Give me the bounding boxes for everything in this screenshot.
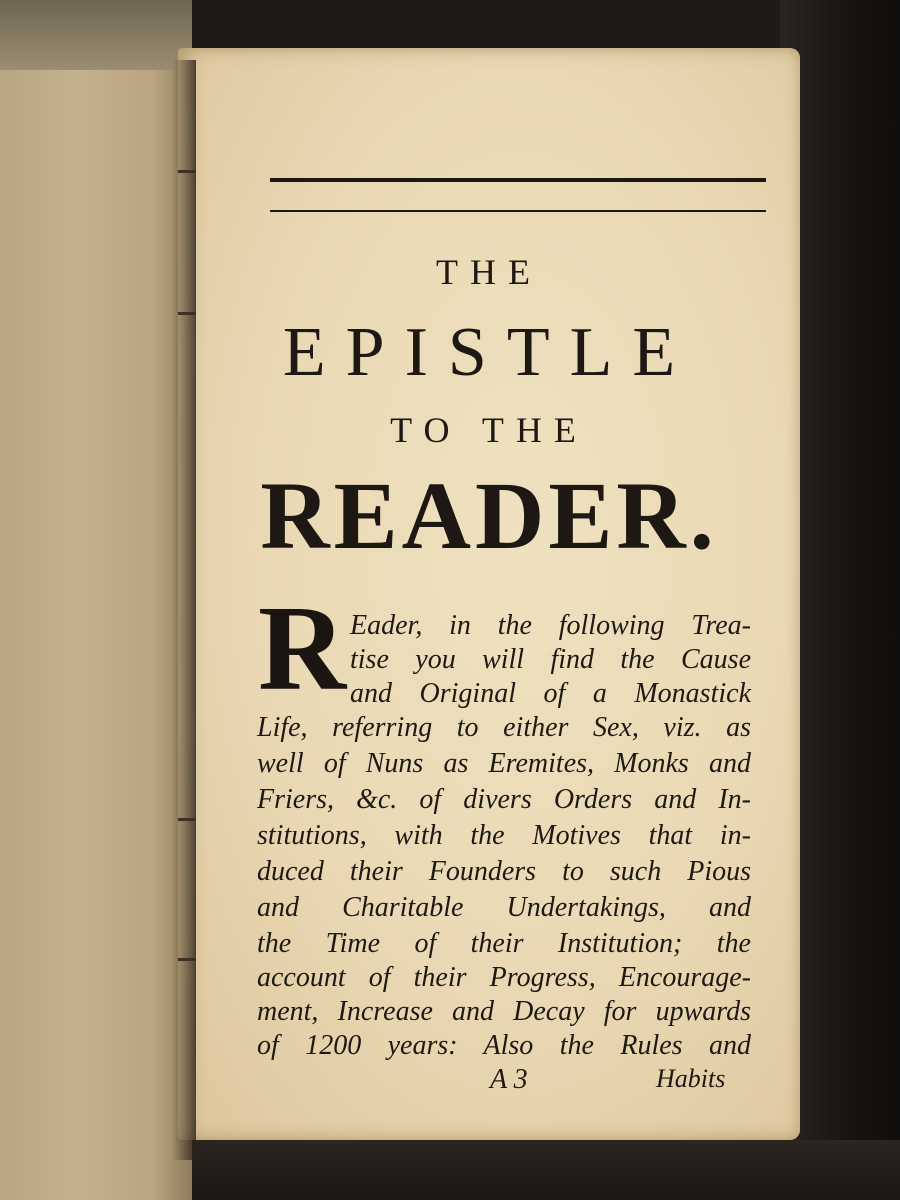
catchword: Habits (656, 1064, 726, 1093)
facing-left-page (0, 0, 192, 1200)
book-gutter (172, 60, 196, 1160)
body-line: ment, Increase and Decay for upwards (257, 996, 751, 1027)
stitch-mark (178, 170, 196, 173)
stitch-mark (178, 818, 196, 821)
stitch-mark (178, 312, 196, 315)
body-line: Life, referring to either Sex, viz. as (257, 712, 751, 743)
body-line: tise you will find the Cause (350, 644, 751, 675)
title-epistle: EPISTLE (282, 314, 696, 391)
background-bottom (180, 1140, 900, 1200)
body-line: well of Nuns as Eremites, Monks and (257, 748, 751, 779)
body-line: the Time of their Institution; the (257, 928, 751, 959)
header-rule-top (270, 178, 766, 182)
title-reader: READER. (260, 462, 718, 569)
body-line: Friers, &c. of divers Orders and In- (257, 784, 751, 815)
body-line: duced their Founders to such Pious (257, 856, 751, 887)
body-line: and Original of a Monastick (350, 678, 751, 709)
body-line: and Charitable Undertakings, and (257, 892, 751, 923)
body-line: Eader, in the following Trea- (350, 610, 751, 641)
body-line: account of their Progress, Encourage- (257, 962, 751, 993)
body-line: of 1200 years: Also the Rules and (257, 1030, 751, 1061)
signature-mark: A 3 (490, 1064, 528, 1095)
title-the: THE (436, 252, 542, 292)
title-to-the: TO THE (390, 410, 588, 450)
header-rule-bottom (270, 210, 766, 212)
body-line: stitutions, with the Motives that in- (257, 820, 751, 851)
stitch-mark (178, 958, 196, 961)
drop-cap: R (258, 581, 347, 716)
left-page-top-shadow (0, 0, 192, 70)
